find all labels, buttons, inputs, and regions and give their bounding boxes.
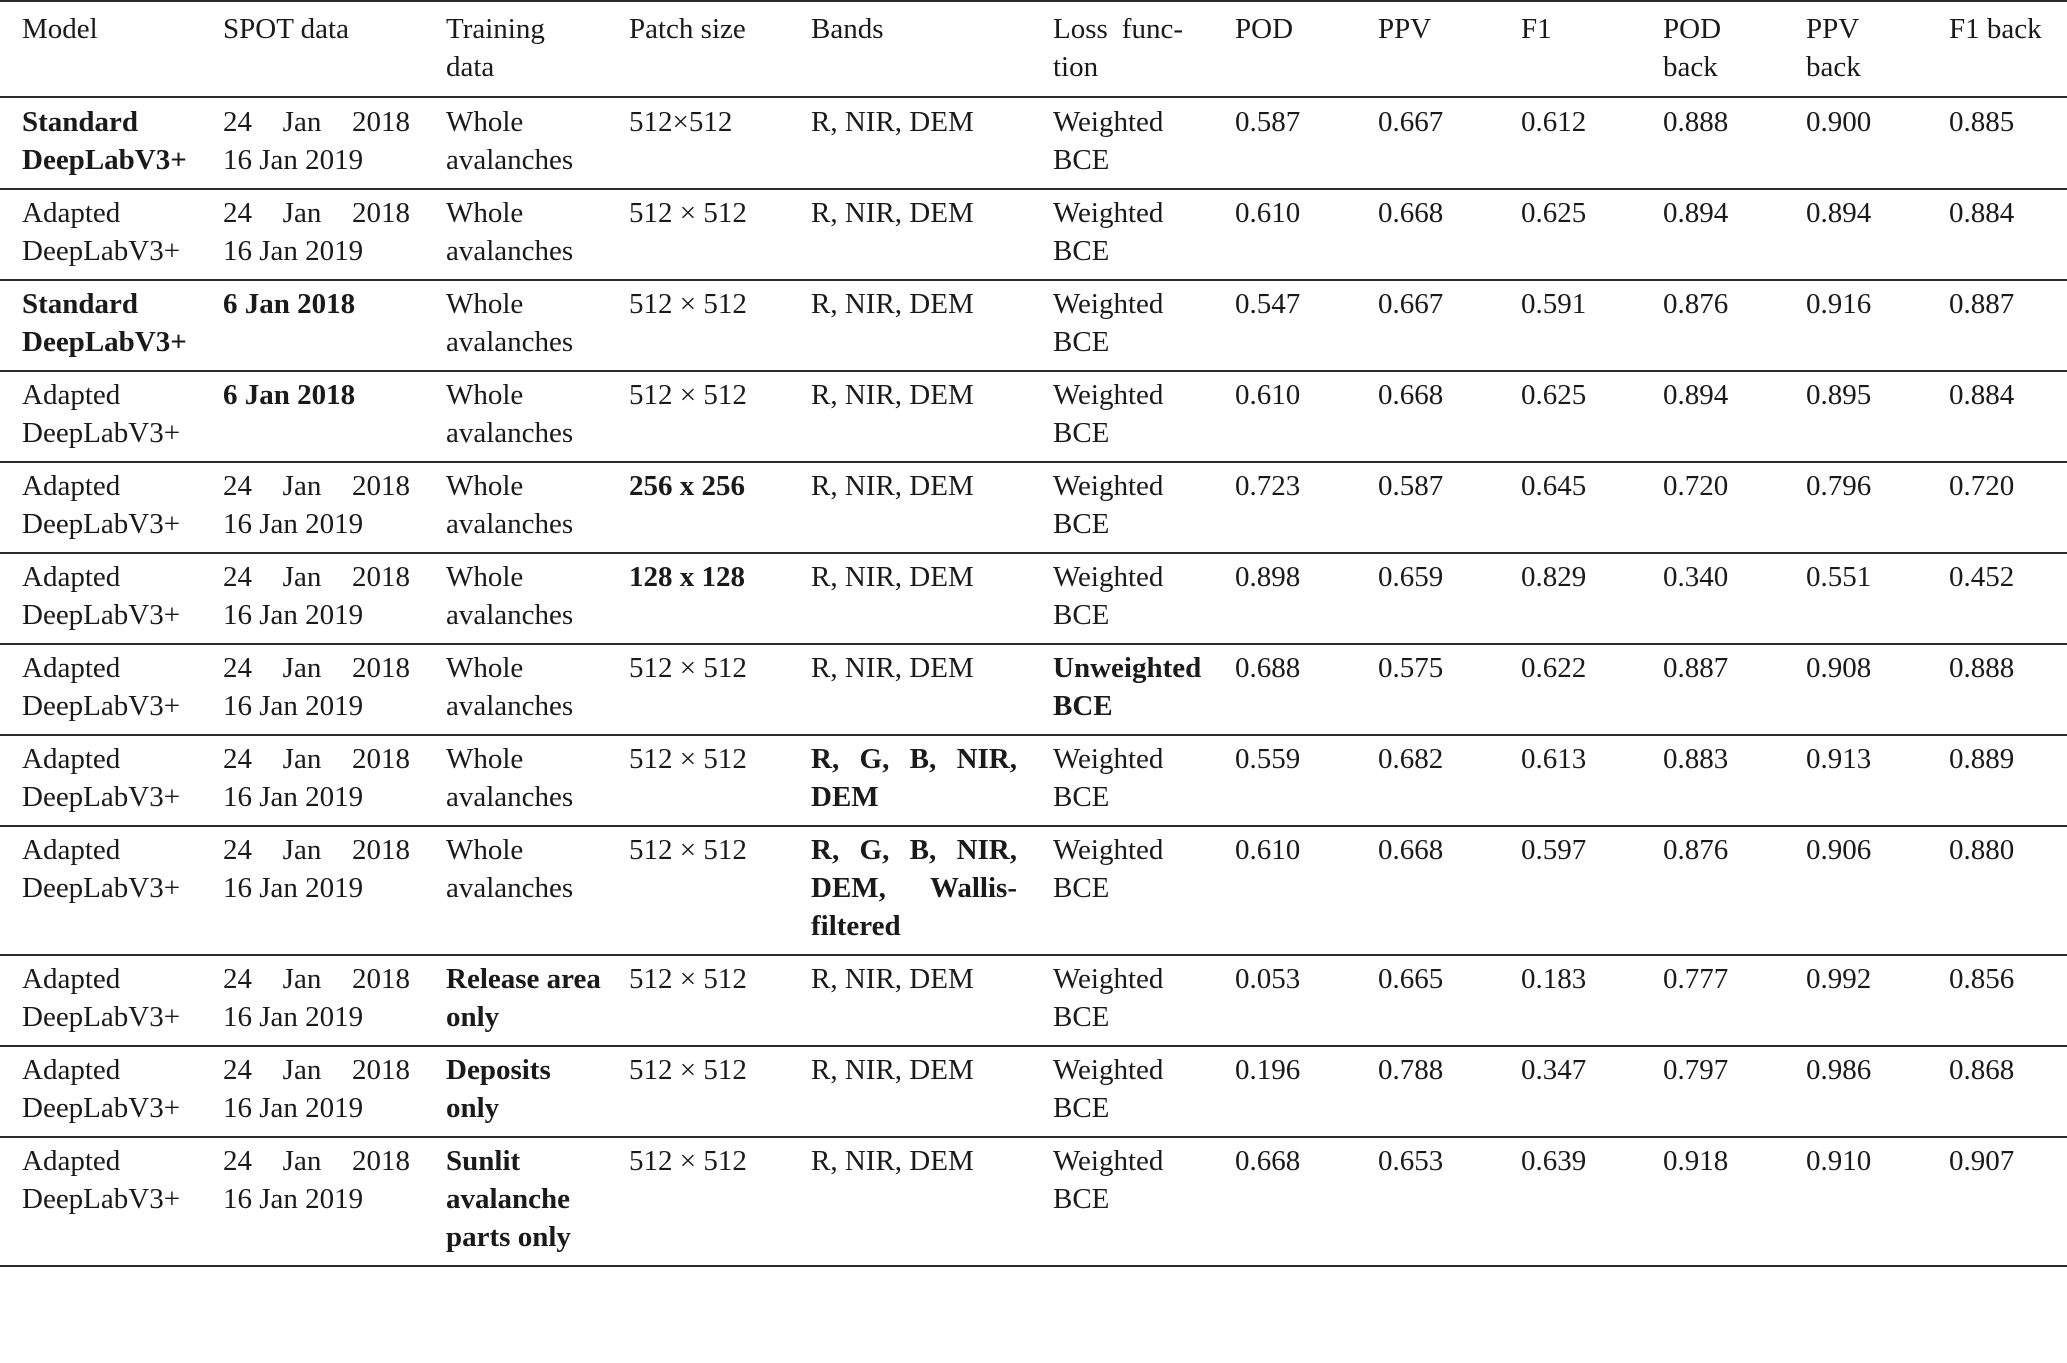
f1-cell: 0.625 (1521, 379, 1587, 411)
f1-cell: 0.625 (1521, 197, 1587, 229)
header-ppv-back (1784, 1, 1927, 97)
bands-cell: R, NIR, DEM (811, 963, 974, 995)
training-data-cell: Release area only (446, 963, 601, 1033)
spot-date: 24 Jan 2018 (223, 834, 410, 866)
training-data-cell: Deposits only (446, 1054, 551, 1124)
pod-cell: 0.053 (1235, 963, 1301, 995)
table-row (0, 371, 2067, 462)
header-pod-back-line-2: back (1663, 51, 1718, 83)
header-bands: Bands (811, 13, 884, 45)
ppv-cell: 0.668 (1378, 379, 1444, 411)
spot-date: 24 Jan 2018 (223, 963, 410, 995)
bands-cell: R, NIR, DEM (811, 288, 974, 320)
header-patch-size: Patch size (629, 13, 746, 45)
ppv-cell: 0.668 (1378, 197, 1444, 229)
pod-back-cell: 0.876 (1663, 288, 1729, 320)
f1-cell: 0.622 (1521, 652, 1587, 684)
f1-cell: 0.612 (1521, 106, 1587, 138)
header-loss-line-1: Loss func- (1053, 13, 1183, 45)
loss-function-cell: Unweighted BCE (1053, 652, 1202, 722)
spot-data-cell (201, 644, 424, 735)
f1-back-cell: 0.856 (1949, 963, 2015, 995)
header-model: Model (22, 13, 98, 45)
training-data-cell: Whole avalanches (446, 288, 574, 358)
ppv-back-cell: 0.551 (1806, 561, 1872, 593)
header-loss-function (1031, 1, 1213, 97)
spot-data-cell (201, 371, 424, 462)
f1-back-cell: 0.888 (1949, 652, 2015, 684)
patch-size-cell: 512 × 512 (629, 1054, 747, 1086)
ppv-back-cell: 0.796 (1806, 470, 1872, 502)
table-row (0, 735, 2067, 826)
bands-cell: R, G, B, NIR, DEM, Wallis-filtered (811, 834, 1017, 942)
patch-size-cell: 512 × 512 (629, 743, 747, 775)
pod-back-cell: 0.876 (1663, 834, 1729, 866)
ppv-cell: 0.788 (1378, 1054, 1444, 1086)
model-cell: Adapted DeepLabV3+ (22, 963, 181, 1033)
pod-back-cell: 0.720 (1663, 470, 1729, 502)
spot-date: 24 Jan 2018 (223, 470, 410, 502)
bands-cell: R, NIR, DEM (811, 197, 974, 229)
ppv-cell: 0.682 (1378, 743, 1444, 775)
header-pod-back (1641, 1, 1784, 97)
f1-cell: 0.645 (1521, 470, 1587, 502)
f1-back-cell: 0.452 (1949, 561, 2015, 593)
header-f1-back: F1 back (1949, 13, 2042, 45)
training-data-cell: Whole avalanches (446, 834, 574, 904)
pod-cell: 0.610 (1235, 379, 1301, 411)
ppv-back-cell: 0.895 (1806, 379, 1872, 411)
spot-data-cell (201, 826, 424, 955)
spot-data-cell (201, 97, 424, 189)
f1-back-cell: 0.887 (1949, 288, 2015, 320)
model-cell: Adapted DeepLabV3+ (22, 561, 181, 631)
ppv-cell: 0.659 (1378, 561, 1444, 593)
model-cell: Standard DeepLabV3+ (22, 106, 187, 176)
pod-cell: 0.610 (1235, 197, 1301, 229)
model-cell: Adapted DeepLabV3+ (22, 834, 181, 904)
pod-cell: 0.668 (1235, 1145, 1301, 1177)
spot-data-cell (201, 1046, 424, 1137)
spot-data-cell (201, 189, 424, 280)
spot-date: 16 Jan 2019 (223, 1001, 364, 1033)
patch-size-cell: 512×512 (629, 106, 733, 138)
f1-back-cell: 0.907 (1949, 1145, 2015, 1177)
bands-cell: R, NIR, DEM (811, 561, 974, 593)
pod-cell: 0.688 (1235, 652, 1301, 684)
spot-date: 24 Jan 2018 (223, 197, 410, 229)
header-row (0, 1, 2067, 97)
table-row (0, 644, 2067, 735)
training-data-cell: Whole avalanches (446, 561, 574, 631)
f1-cell: 0.829 (1521, 561, 1587, 593)
header-ppv-back-line-2: back (1806, 51, 1861, 83)
header-training-line-1: Training (446, 13, 545, 45)
table-row (0, 280, 2067, 371)
spot-date: 6 Jan 2018 (223, 379, 356, 411)
pod-back-cell: 0.340 (1663, 561, 1729, 593)
f1-back-cell: 0.889 (1949, 743, 2015, 775)
model-cell: Adapted DeepLabV3+ (22, 379, 181, 449)
table-row (0, 826, 2067, 955)
bands-cell: R, NIR, DEM (811, 379, 974, 411)
f1-back-cell: 0.884 (1949, 197, 2015, 229)
pod-back-cell: 0.888 (1663, 106, 1729, 138)
pod-cell: 0.587 (1235, 106, 1301, 138)
spot-date: 16 Jan 2019 (223, 508, 364, 540)
table-row (0, 1137, 2067, 1266)
spot-data-cell (201, 280, 424, 371)
training-data-cell: Whole avalanches (446, 652, 574, 722)
ppv-cell: 0.575 (1378, 652, 1444, 684)
spot-date: 24 Jan 2018 (223, 1054, 410, 1086)
loss-function-cell: Weighted BCE (1053, 288, 1164, 358)
model-cell: Adapted DeepLabV3+ (22, 1054, 181, 1124)
pod-cell: 0.196 (1235, 1054, 1301, 1086)
loss-function-cell: Weighted BCE (1053, 963, 1164, 1033)
bands-cell: R, G, B, NIR, DEM (811, 743, 1017, 813)
patch-size-cell: 512 × 512 (629, 1145, 747, 1177)
pod-cell: 0.559 (1235, 743, 1301, 775)
spot-date: 24 Jan 2018 (223, 743, 410, 775)
spot-date: 16 Jan 2019 (223, 690, 364, 722)
f1-cell: 0.613 (1521, 743, 1587, 775)
model-cell: Adapted DeepLabV3+ (22, 197, 181, 267)
model-cell: Adapted DeepLabV3+ (22, 743, 181, 813)
spot-date: 16 Jan 2019 (223, 599, 364, 631)
patch-size-cell: 256 x 256 (629, 470, 745, 502)
ppv-back-cell: 0.894 (1806, 197, 1872, 229)
pod-cell: 0.723 (1235, 470, 1301, 502)
ppv-cell: 0.667 (1378, 106, 1444, 138)
spot-date: 24 Jan 2018 (223, 106, 410, 138)
spot-data-cell (201, 553, 424, 644)
spot-date: 16 Jan 2019 (223, 872, 364, 904)
pod-cell: 0.898 (1235, 561, 1301, 593)
ppv-back-cell: 0.910 (1806, 1145, 1872, 1177)
patch-size-cell: 512 × 512 (629, 379, 747, 411)
ppv-back-cell: 0.906 (1806, 834, 1872, 866)
spot-date: 6 Jan 2018 (223, 288, 356, 320)
table-body (0, 97, 2067, 1266)
patch-size-cell: 512 × 512 (629, 963, 747, 995)
loss-function-cell: Weighted BCE (1053, 106, 1164, 176)
ppv-cell: 0.587 (1378, 470, 1444, 502)
spot-data-cell (201, 1137, 424, 1266)
model-cell: Adapted DeepLabV3+ (22, 470, 181, 540)
spot-date: 16 Jan 2019 (223, 235, 364, 267)
f1-back-cell: 0.720 (1949, 470, 2015, 502)
pod-cell: 0.610 (1235, 834, 1301, 866)
training-data-cell: Whole avalanches (446, 106, 574, 176)
table-row (0, 97, 2067, 189)
table-row (0, 462, 2067, 553)
bands-cell: R, NIR, DEM (811, 652, 974, 684)
training-data-cell: Sunlit avalanche parts only (446, 1145, 571, 1253)
patch-size-cell: 512 × 512 (629, 288, 747, 320)
spot-data-cell (201, 462, 424, 553)
spot-date: 16 Jan 2019 (223, 781, 364, 813)
pod-back-cell: 0.918 (1663, 1145, 1729, 1177)
loss-function-cell: Weighted BCE (1053, 743, 1164, 813)
header-training-data (424, 1, 607, 97)
f1-back-cell: 0.884 (1949, 379, 2015, 411)
model-cell: Adapted DeepLabV3+ (22, 652, 181, 722)
f1-back-cell: 0.880 (1949, 834, 2015, 866)
loss-function-cell: Weighted BCE (1053, 561, 1164, 631)
spot-data-cell (201, 955, 424, 1046)
ppv-cell: 0.653 (1378, 1145, 1444, 1177)
pod-back-cell: 0.894 (1663, 197, 1729, 229)
ppv-cell: 0.665 (1378, 963, 1444, 995)
ppv-cell: 0.668 (1378, 834, 1444, 866)
spot-date: 24 Jan 2018 (223, 561, 410, 593)
training-data-cell: Whole avalanches (446, 197, 574, 267)
header-ppv: PPV (1378, 13, 1432, 45)
model-cell: Standard DeepLabV3+ (22, 288, 187, 358)
header-training-line-2: data (446, 51, 495, 83)
ppv-back-cell: 0.992 (1806, 963, 1872, 995)
pod-back-cell: 0.887 (1663, 652, 1729, 684)
bands-cell: R, NIR, DEM (811, 470, 974, 502)
header-pod-back-line-1: POD (1663, 13, 1722, 45)
header-loss-line-2: tion (1053, 51, 1099, 83)
spot-date: 24 Jan 2018 (223, 652, 410, 684)
loss-function-cell: Weighted BCE (1053, 1145, 1164, 1215)
ppv-back-cell: 0.908 (1806, 652, 1872, 684)
bands-cell: R, NIR, DEM (811, 106, 974, 138)
spot-data-cell (201, 735, 424, 826)
ppv-back-cell: 0.913 (1806, 743, 1872, 775)
ppv-cell: 0.667 (1378, 288, 1444, 320)
patch-size-cell: 128 x 128 (629, 561, 745, 593)
patch-size-cell: 512 × 512 (629, 197, 747, 229)
f1-cell: 0.597 (1521, 834, 1587, 866)
bands-cell: R, NIR, DEM (811, 1145, 974, 1177)
pod-back-cell: 0.883 (1663, 743, 1729, 775)
ppv-back-cell: 0.986 (1806, 1054, 1872, 1086)
training-data-cell: Whole avalanches (446, 379, 574, 449)
loss-function-cell: Weighted BCE (1053, 197, 1164, 267)
ppv-back-cell: 0.916 (1806, 288, 1872, 320)
bands-cell: R, NIR, DEM (811, 1054, 974, 1086)
spot-date: 16 Jan 2019 (223, 144, 364, 176)
header-spot-data: SPOT data (223, 13, 349, 45)
table-row (0, 955, 2067, 1046)
f1-cell: 0.639 (1521, 1145, 1587, 1177)
patch-size-cell: 512 × 512 (629, 834, 747, 866)
loss-function-cell: Weighted BCE (1053, 834, 1164, 904)
loss-function-cell: Weighted BCE (1053, 470, 1164, 540)
pod-cell: 0.547 (1235, 288, 1301, 320)
f1-cell: 0.347 (1521, 1054, 1587, 1086)
loss-function-cell: Weighted BCE (1053, 379, 1164, 449)
header-ppv-back-line-1: PPV (1806, 13, 1860, 45)
pod-back-cell: 0.894 (1663, 379, 1729, 411)
table-row (0, 1046, 2067, 1137)
table-row (0, 189, 2067, 280)
pod-back-cell: 0.797 (1663, 1054, 1729, 1086)
table-row (0, 553, 2067, 644)
spot-date: 16 Jan 2019 (223, 1183, 364, 1215)
model-cell: Adapted DeepLabV3+ (22, 1145, 181, 1215)
f1-cell: 0.591 (1521, 288, 1587, 320)
ppv-back-cell: 0.900 (1806, 106, 1872, 138)
f1-cell: 0.183 (1521, 963, 1587, 995)
loss-function-cell: Weighted BCE (1053, 1054, 1164, 1124)
training-data-cell: Whole avalanches (446, 470, 574, 540)
patch-size-cell: 512 × 512 (629, 652, 747, 684)
header-pod: POD (1235, 13, 1294, 45)
f1-back-cell: 0.868 (1949, 1054, 2015, 1086)
pod-back-cell: 0.777 (1663, 963, 1729, 995)
spot-date: 24 Jan 2018 (223, 1145, 410, 1177)
header-f1: F1 (1521, 13, 1552, 45)
f1-back-cell: 0.885 (1949, 106, 2015, 138)
training-data-cell: Whole avalanches (446, 743, 574, 813)
spot-date: 16 Jan 2019 (223, 1092, 364, 1124)
